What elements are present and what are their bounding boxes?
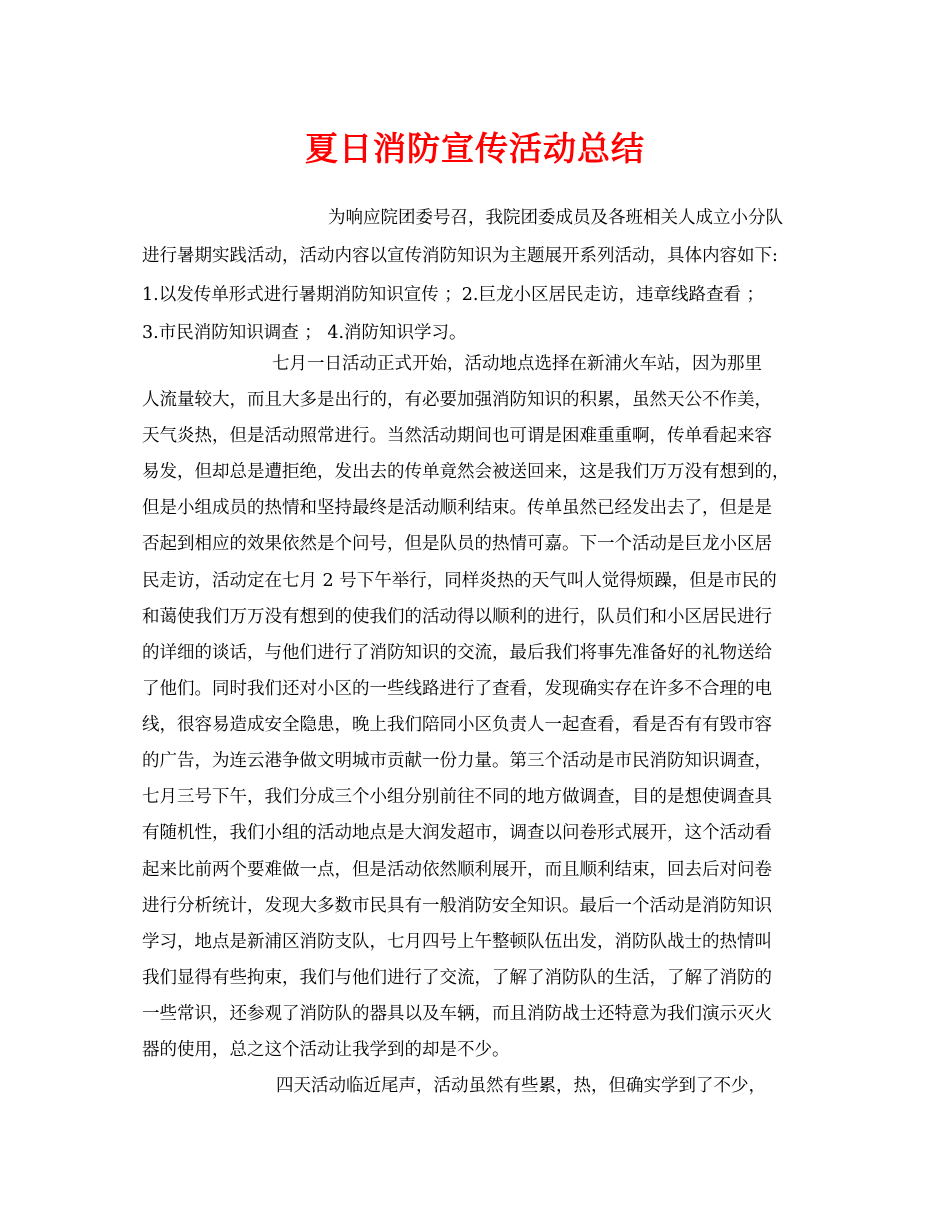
document-title: 夏日消防宣传活动总结	[305, 129, 645, 168]
paragraph-line: 线，很容易造成安全隐患，晚上我们陪同小区负责人一起查看，看是否有有毁市容	[142, 715, 772, 735]
paragraph-line: 3.市民消防知识调查 ； 4.消防知识学习。	[142, 323, 467, 343]
paragraph-line: 人流量较大，而且大多是出行的，有必要加强消防知识的积累，虽然天公不作美，	[142, 390, 772, 410]
paragraph-line: 器的使用，总之这个活动让我学到的却是不少。	[142, 1040, 510, 1060]
paragraph-line: 和蔼使我们万万没有想到的使我们的活动得以顺利的进行，队员们和小区居民进行	[142, 607, 772, 627]
paragraph-line: 易发，但却总是遭拒绝，发出去的传单竟然会被送回来，这是我们万万没有想到的，	[142, 462, 790, 482]
paragraph-line: 一些常识，还参观了消防队的器具以及车辆，而且消防战士还特意为我们演示灭火	[142, 1004, 772, 1024]
paragraph-line: 我们显得有些拘束，我们与他们进行了交流，了解了消防队的生活，了解了消防的	[142, 968, 772, 988]
paragraph-line: 1.以发传单形式进行暑期消防知识宣传 ；2.巨龙小区居民走访，违章线路查看 ；	[142, 285, 765, 305]
paragraph-line: 有随机性，我们小组的活动地点是大润发超市，调查以问卷形式展开，这个活动看	[142, 823, 772, 843]
paragraph-line: 进行分析统计，发现大多数市民具有一般消防安全知识。最后一个活动是消防知识	[142, 896, 772, 916]
paragraph-line: 起来比前两个要难做一点，但是活动依然顺利展开，而且顺利结束，回去后对问卷	[142, 860, 772, 880]
paragraph-line: 四天活动临近尾声，活动虽然有些累，热，但确实学到了不少，	[276, 1076, 766, 1096]
paragraph-line: 的广告，为连云港争做文明城市贡献一份力量。第三个活动是市民消防知识调查，	[142, 751, 772, 771]
paragraph-line: 学习，地点是新浦区消防支队，七月四号上午整顿队伍出发，消防队战士的热情叫	[142, 932, 772, 952]
paragraph-line: 否起到相应的效果依然是个问号，但是队员的热情可嘉。下一个活动是巨龙小区居	[142, 534, 772, 554]
paragraph-line: 但是小组成员的热情和坚持最终是活动顺利结束。传单虽然已经发出去了，但是是	[142, 498, 772, 518]
paragraph-line: 天气炎热，但是活动照常进行。当然活动期间也可谓是困难重重啊，传单看起来容	[142, 426, 772, 446]
paragraph-line: 进行暑期实践活动，活动内容以宣传消防知识为主题展开系列活动，具体内容如下:	[142, 246, 778, 266]
paragraph-line: 为响应院团委号召，我院团委成员及各班相关人成立小分队	[328, 208, 783, 228]
paragraph-line: 民走访，活动定在七月 2 号下午举行，同样炎热的天气叫人觉得烦躁，但是市民的	[142, 571, 777, 591]
paragraph-line: 七月三号下午，我们分成三个小组分别前往不同的地方做调查，目的是想使调查具	[142, 787, 772, 807]
paragraph-line: 七月一日活动正式开始，活动地点选择在新浦火车站，因为那里	[272, 354, 762, 374]
paragraph-line: 的详细的谈话，与他们进行了消防知识的交流，最后我们将事先准备好的礼物送给	[142, 643, 772, 663]
paragraph-line: 了他们。同时我们还对小区的一些线路进行了查看，发现确实存在许多不合理的电	[142, 679, 772, 699]
